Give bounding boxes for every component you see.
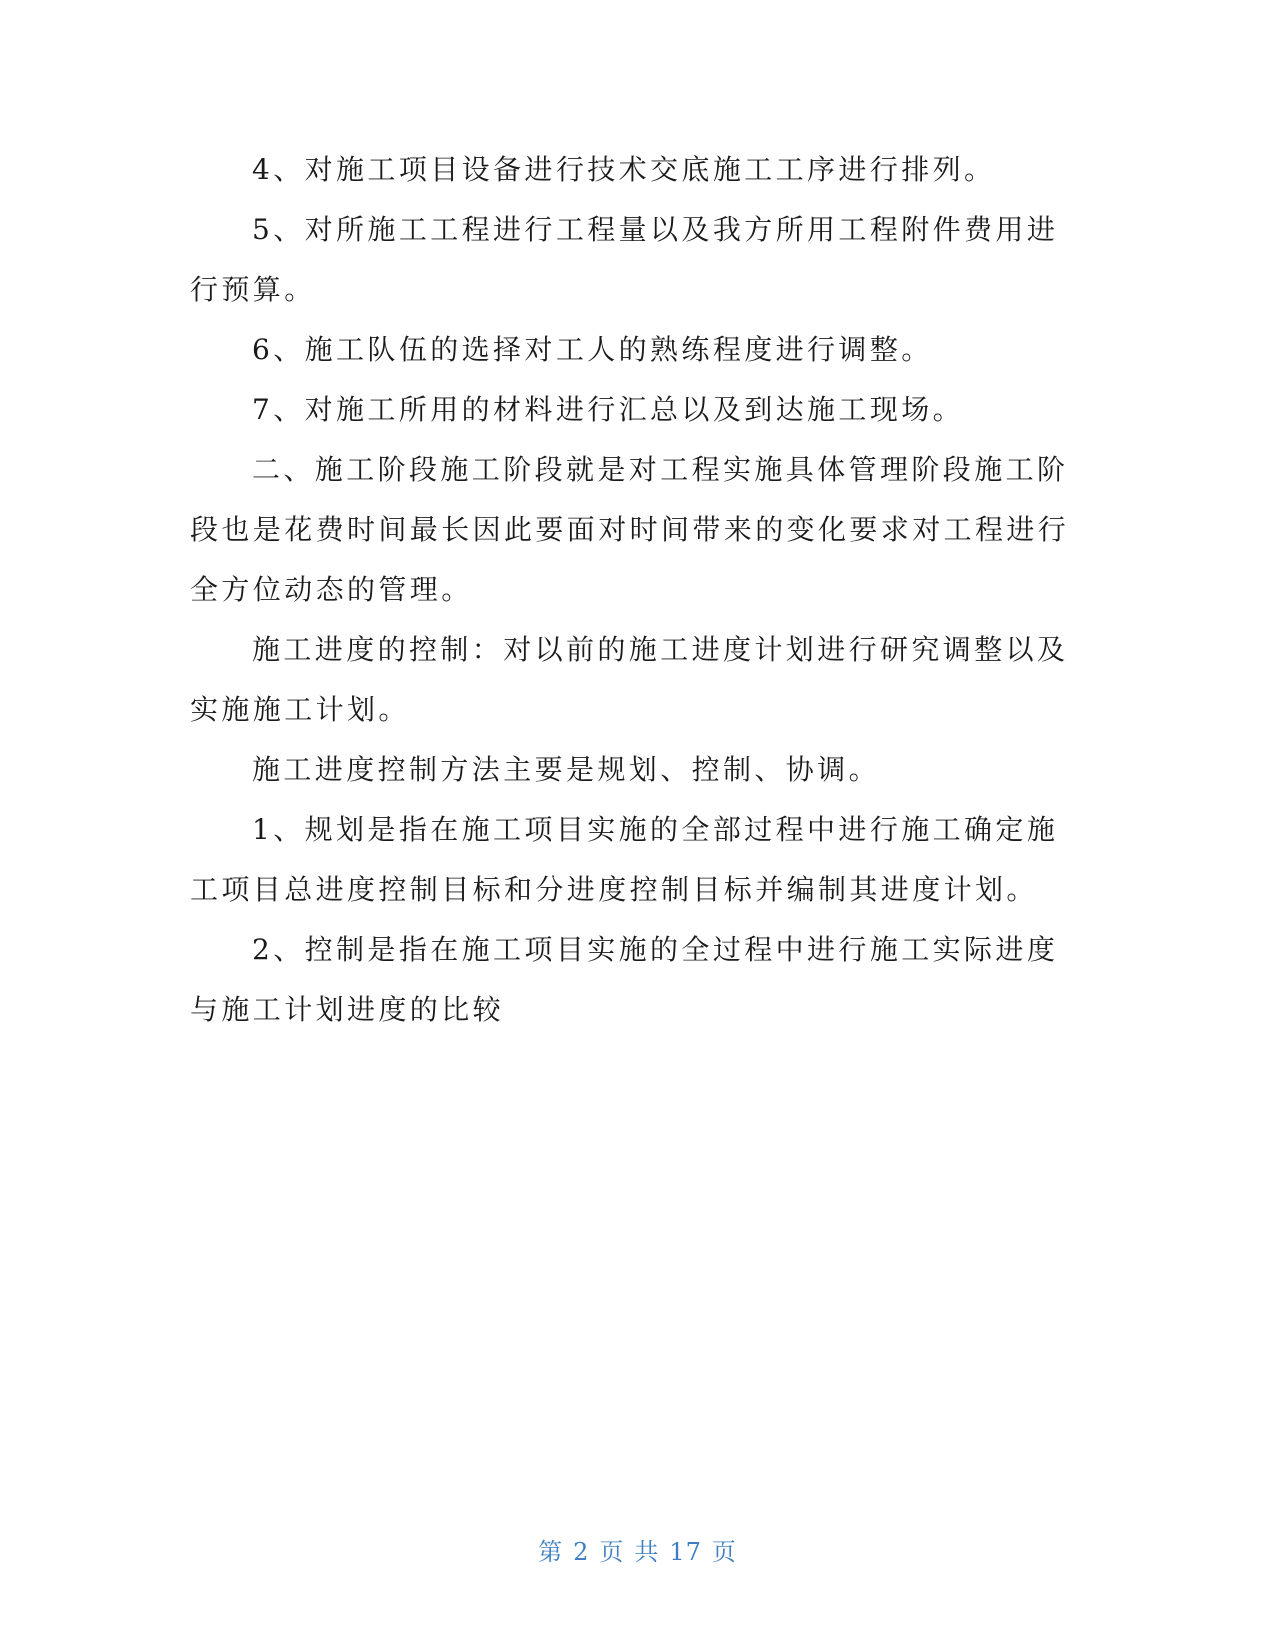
paragraph-item-6: 6、施工队伍的选择对工人的熟练程度进行调整。 [252,333,933,366]
paragraph-control-methods: 施工进度控制方法主要是规划、控制、协调。 [252,753,881,786]
page-number-footer [0,1536,1275,1568]
paragraph-controlling: 2、控制是指在施工项目实施的全过程中进行施工实际进度与施工计划进度的比较 [190,933,1059,1026]
footer-total-prefix: 共 [634,1538,660,1566]
footer-current-page: 2 [573,1538,590,1566]
footer-prefix: 第 [538,1538,564,1566]
footer-page-word: 页 [599,1538,625,1566]
footer-total-pages: 17 [669,1538,702,1566]
paragraph-schedule-control: 施工进度的控制：对以前的施工进度计划进行研究调整以及实施施工计划。 [190,633,1069,726]
paragraph-item-5: 5、对所施工工程进行工程量以及我方所用工程附件费用进行预算。 [190,213,1059,306]
paragraph-planning: 1、规划是指在施工项目实施的全部过程中进行施工确定施工项目总进度控制目标和分进度控制目标并编制其进度计划。 [190,813,1059,906]
footer-suffix: 页 [711,1538,737,1566]
paragraph-item-4: 4、对施工项目设备进行技术交底施工工序进行排列。 [252,153,996,186]
paragraph-item-7: 7、对施工所用的材料进行汇总以及到达施工现场。 [252,393,965,426]
document-body [190,140,1080,1040]
paragraph-construction-stage: 二、施工阶段施工阶段就是对工程实施具体管理阶段施工阶段也是花费时间最长因此要面对时间带来的变化要求对工程进行全方位动态的管理。 [190,453,1070,606]
